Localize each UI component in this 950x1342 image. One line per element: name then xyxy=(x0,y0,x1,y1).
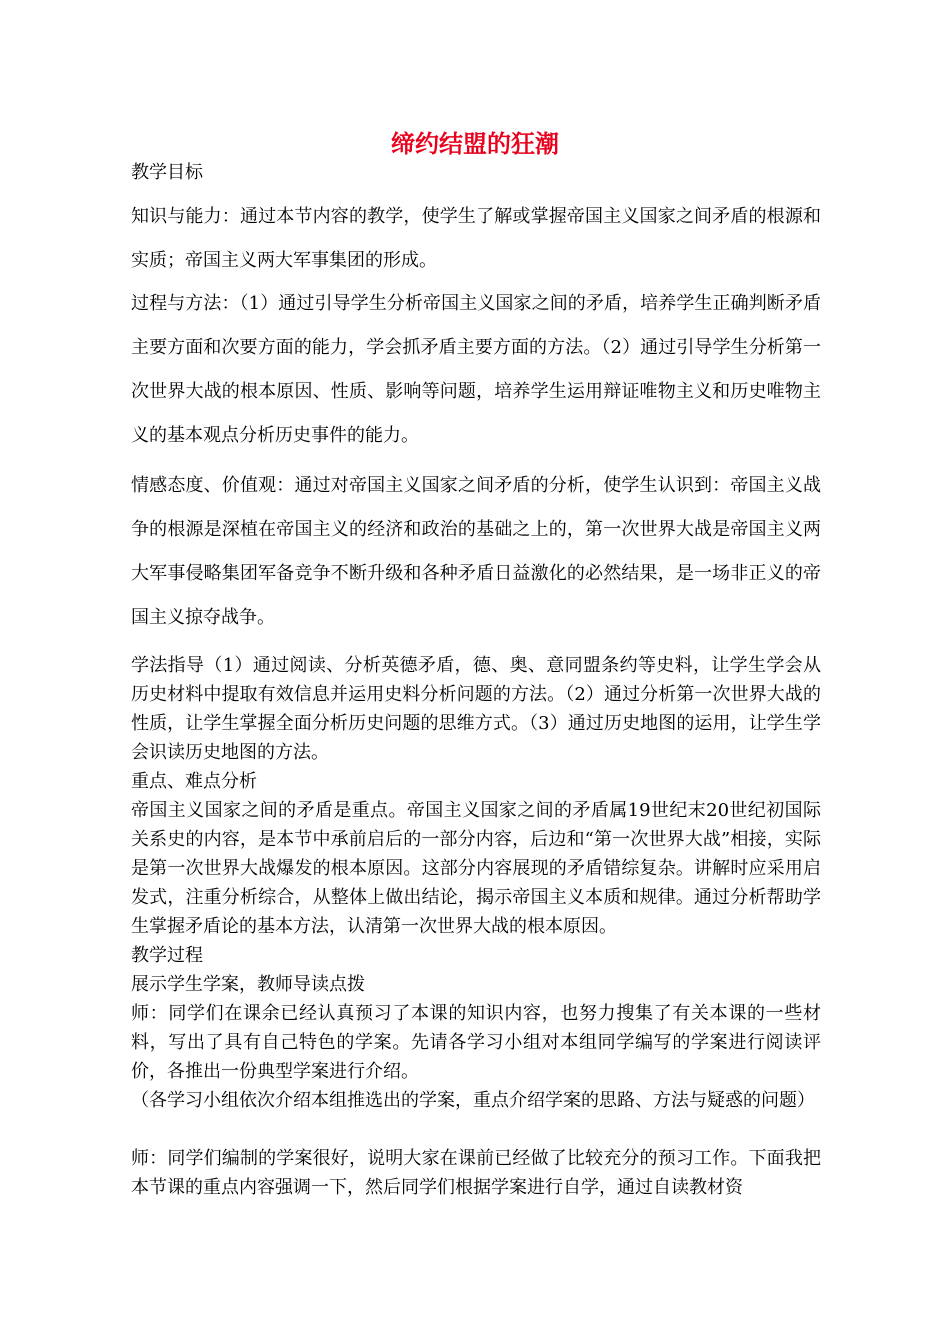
knowledge-ability-paragraph: 知识与能力：通过本节内容的教学，使学生了解或掌握帝国主义国家之间矛盾的根源和实质；帝国主义两大军事集团的形成。 xyxy=(131,206,821,271)
teacher-paragraph-2: 师：同学们编制的学案很好，说明大家在课前已经做了比较充分的预习工作。下面我把本节课的重点内容强调一下，然后同学们根据学案进行自学，通过自读教材资 xyxy=(131,1148,821,1198)
study-method-paragraph: 学法指导（1）通过阅读、分析英德矛盾，德、奥、意同盟条约等史料，让学生学会从历史材料中提取有效信息并运用史料分析问题的方法。（2）通过分析第一次世界大战的性质，让学生掌握全面分析历史问题的思维方式。（3）通过历史地图的运用，让学生学会识读历史地图的方法。 xyxy=(131,655,821,763)
teaching-goals-heading: 教学目标 xyxy=(131,162,203,183)
teacher-paragraph-1: 师：同学们在课余已经认真预习了本课的知识内容，也努力搜集了有关本课的一些材料，写出了具有自己特色的学案。先请各学习小组对本组同学编写的学案进行阅读评价，各推出一份典型学案进行介绍。 xyxy=(131,1003,821,1082)
process-heading: 教学过程 xyxy=(131,945,203,966)
key-points-paragraph: 帝国主义国家之间的矛盾是重点。帝国主义国家之间的矛盾属19世纪末20世纪初国际关系史的内容，是本节中承前启后的一部分内容，后边和“第一次世界大战”相接，实际是第一次世界大战爆发的根本原因。这部分内容展现的矛盾错综复杂。讲解时应采用启发式，注重分析综合，从整体上做出结论，揭示帝国主义本质和规律。通过分析帮助学生掌握矛盾论的基本方法，认清第一次世界大战的根本原因。 xyxy=(131,800,821,937)
process-subheading: 展示学生学案，教师导读点拨 xyxy=(131,974,365,995)
document-title: 缔约结盟的狂潮 xyxy=(391,130,559,158)
group-note-paragraph: （各学习小组依次介绍本组推选出的学案，重点介绍学案的思路、方法与疑惑的问题） xyxy=(131,1090,815,1111)
process-method-paragraph: 过程与方法：（1）通过引导学生分析帝国主义国家之间的矛盾，培养学生正确判断矛盾主要方面和次要方面的能力，学会抓矛盾主要方面的方法。（2）通过引导学生分析第一次世界大战的根本原因、性质、影响等问题，培养学生运用辩证唯物主义和历史唯物主义的基本观点分析历史事件的能力。 xyxy=(131,293,821,446)
emotion-values-paragraph: 情感态度、价值观：通过对帝国主义国家之间矛盾的分析，使学生认识到：帝国主义战争的根源是深植在帝国主义的经济和政治的基础之上的，第一次世界大战是帝国主义两大军事侵略集团军备竞争不断升级和各种矛盾日益激化的必然结果，是一场非正义的帝国主义掠夺战争。 xyxy=(131,475,821,628)
key-points-heading: 重点、难点分析 xyxy=(131,771,257,792)
